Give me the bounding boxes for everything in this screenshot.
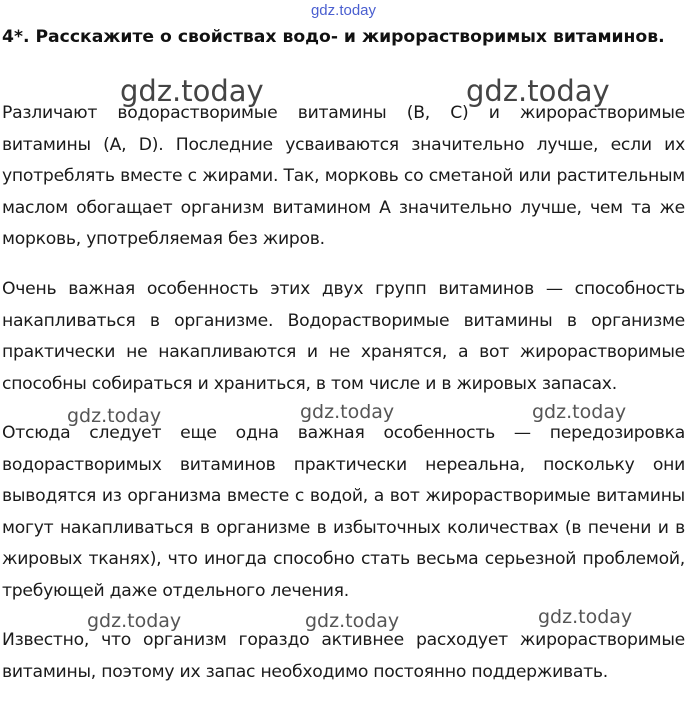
watermark: gdz.today	[300, 401, 395, 423]
paragraph-2: Очень важная особенность этих двух групп витаминов — способность накапливаться в организме. Водорастворимые витамины в организме практически не накапливаются и не хранятся, а вот жирорастворимые способны собираться и храниться, в том числе и в жировых запасах.	[2, 279, 685, 394]
watermark: gdz.today	[120, 74, 264, 108]
question-heading: 4*. Расскажите о свойствах водо- и жирорастворимых витаминов.	[2, 27, 665, 47]
watermark: gdz.today	[466, 74, 610, 108]
header-watermark: gdz.today	[310, 2, 377, 19]
paragraph-4: Известно, что организм гораздо активнее расходует жирорастворимые витамины, поэтому их запас необходимо постоянно поддерживать.	[2, 630, 685, 682]
watermark: gdz.today	[67, 405, 162, 427]
paragraph-1: Различают водорастворимые витамины (B, C) и жирорастворимые витамины (A, D). Последние усваиваются значительно лучше, если их употреблять вместе с жирами. Так, морковь со сметаной или растительным маслом обогащает организм витамином А значительно лучше, чем та же морковь, употребляемая без жиров.	[2, 103, 685, 250]
watermark: gdz.today	[87, 610, 182, 632]
watermark: gdz.today	[538, 606, 633, 628]
watermark: gdz.today	[305, 610, 400, 632]
paragraph-3: Отсюда следует еще одна важная особенность — передозировка водорастворимых витаминов практически нереальна, поскольку они выводятся из организма вместе с водой, а вот жирорастворимые витамины могут накапливаться в организме в избыточных количествах (в печени и в жировых тканях), что иногда способно стать весьма серьезной проблемой, требующей даже отдельного лечения.	[2, 423, 685, 601]
watermark: gdz.today	[532, 401, 627, 423]
